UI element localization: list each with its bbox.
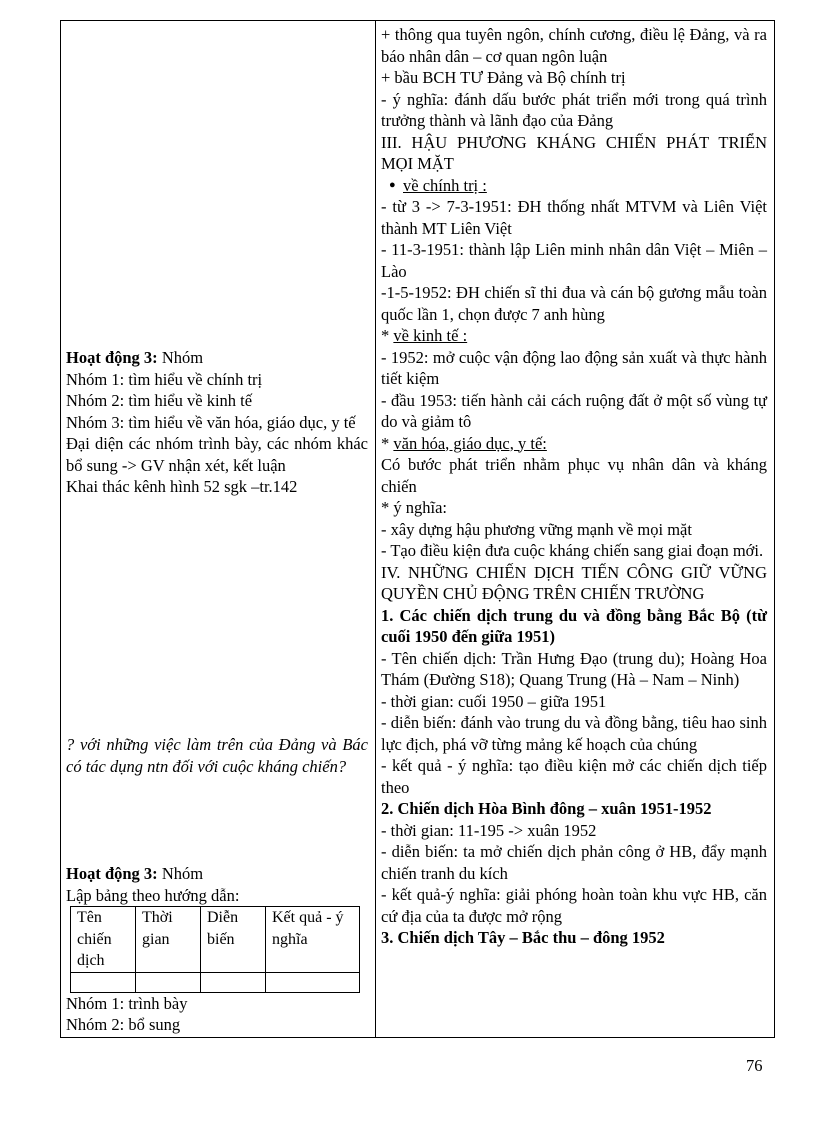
right-content	[381, 24, 767, 949]
section-heading-4: IV. NHỮNG CHIẾN DỊCH TIẾN CÔNG GIỮ VỮNG QUYỀN CHỦ ĐỘNG TRÊN CHIẾN TRƯỜNG	[381, 562, 767, 603]
activity-label: Hoạt động 3:	[66, 348, 158, 367]
group-1-present: Nhóm 1: trình bày	[66, 993, 188, 1013]
left-activity-block-2: Hoạt động 3: Nhóm Lập bảng theo hướng dẫn: Tên chiến dịch Thời gian Diễn biến Kết quả - ý nghĩa Nhóm 1: trình bày Nhóm 2: bổ sung	[66, 863, 368, 1036]
table-header-cell: Tên chiến dịch	[71, 907, 136, 973]
economy-heading: * về kinh tế :	[381, 326, 468, 345]
politics-heading: ● về chính trị :	[381, 175, 767, 197]
para: - đầu 1953: tiến hành cải cách ruộng đất ở một số vùng tự do và giảm tô	[381, 390, 767, 431]
para: - ý nghĩa: đánh dấu bước phát triển mới trong quá trình trưởng thành và lãnh đạo của Đảng	[381, 89, 767, 130]
subsection-heading-1: 1. Các chiến dịch trung du và đồng bằng Bắc Bộ (từ cuối 1950 đến giữa 1951)	[381, 605, 767, 646]
para: + thông qua tuyên ngôn, chính cương, điều lệ Đảng, và ra báo nhân dân – cơ quan ngôn luận	[381, 25, 767, 66]
para: - Tên chiến dịch: Trần Hưng Đạo (trung du); Hoàng Hoa Thám (Đường S18); Quang Trung (Hà – Nam – Ninh)	[381, 648, 767, 689]
para: -1-5-1952: ĐH chiến sĩ thi đua và cán bộ gương mẫu toàn quốc lần 1, chọn được 7 anh hùng	[381, 283, 767, 324]
table-header-row	[71, 907, 360, 973]
para: - Tạo điều kiện đưa cuộc kháng chiến sang giai đoạn mới.	[381, 541, 764, 560]
image-exploitation: Khai thác kênh hình 52 sgk –tr.142	[66, 477, 298, 496]
para: - thời gian: cuối 1950 – giữa 1951	[381, 691, 607, 711]
table-header-cell: Thời gian	[136, 907, 201, 973]
table-header-cell: Diễn biến	[201, 907, 266, 973]
group-1-task: Nhóm 1: tìm hiểu về chính trị	[66, 369, 263, 389]
section-heading-3: III. HẬU PHƯƠNG KHÁNG CHIẾN PHÁT TRIỂN MỌI MẶT	[381, 132, 767, 173]
campaign-table	[70, 906, 360, 993]
question-text: ? với những việc làm trên của Đảng và Bác có tác dụng ntn đối với cuộc kháng chiến?	[66, 735, 368, 776]
para: - từ 3 -> 7-3-1951: ĐH thống nhất MTVM và Liên Việt thành MT Liên Việt	[381, 197, 767, 238]
activity-label-2: Hoạt động 3:	[66, 864, 158, 883]
para: Có bước phát triển nhằm phục vụ nhân dân và kháng chiến	[381, 455, 767, 496]
para: - kết quả - ý nghĩa: tạo điều kiện mở các chiến dịch tiếp theo	[381, 756, 767, 797]
group-2-task: Nhóm 2: tìm hiểu về kinh tế	[66, 391, 253, 410]
para: - diễn biến: đánh vào trung du và đồng bằng, tiêu hao sinh lực địch, phá vỡ từng mảng kế hoạch của chúng	[381, 713, 767, 754]
presentation-instruction: Đại diện các nhóm trình bày, các nhóm khác bổ sung -> GV nhận xét, kết luận	[66, 434, 368, 475]
subsection-heading-2: 2. Chiến dịch Hòa Bình đông – xuân 1951-1952	[381, 799, 712, 818]
group-3-task: Nhóm 3: tìm hiểu về văn hóa, giáo dục, y tế	[66, 412, 356, 432]
para: - xây dựng hậu phương vững mạnh về mọi mặt	[381, 519, 692, 539]
table-intro: Lập bảng theo hướng dẫn:	[66, 885, 240, 905]
para: - kết quả-ý nghĩa: giải phóng hoàn toàn khu vực HB, căn cứ địa của ta được mở rộng	[381, 885, 767, 926]
group-2-supplement: Nhóm 2: bổ sung	[66, 1015, 181, 1034]
culture-heading: * văn hóa, giáo dục, y tế:	[381, 433, 547, 453]
para: - thời gian: 11-195 -> xuân 1952	[381, 820, 597, 840]
para: - 11-3-1951: thành lập Liên minh nhân dân Việt – Miên – Lào	[381, 240, 767, 281]
para: + bầu BCH TƯ Đảng và Bộ chính trị	[381, 68, 626, 87]
subsection-heading-3: 3. Chiến dịch Tây – Bắc thu – đông 1952	[381, 928, 665, 947]
table-row	[71, 972, 360, 992]
page-number: 76	[746, 1056, 763, 1075]
meaning-heading: * ý nghĩa:	[381, 498, 447, 517]
para: - diễn biến: ta mở chiến dịch phản công ở HB, đẩy mạnh chiến tranh du kích	[381, 842, 767, 883]
para: - 1952: mở cuộc vận động lao động sản xuất và thực hành tiết kiệm	[381, 347, 767, 388]
column-divider	[375, 20, 376, 1038]
table-header-cell: Kết quả - ý nghĩa	[266, 907, 360, 973]
left-activity-block: Hoạt động 3: Nhóm Nhóm 1: tìm hiểu về chính trị Nhóm 2: tìm hiểu về kinh tế Nhóm 3: tìm hiểu về văn hóa, giáo dục, y tế Đại diện các nhóm trình bày, các nhóm khác bổ sung -> GV nhận xét, kết luận Khai thác kênh hình 52 sgk –tr.142	[66, 348, 368, 496]
